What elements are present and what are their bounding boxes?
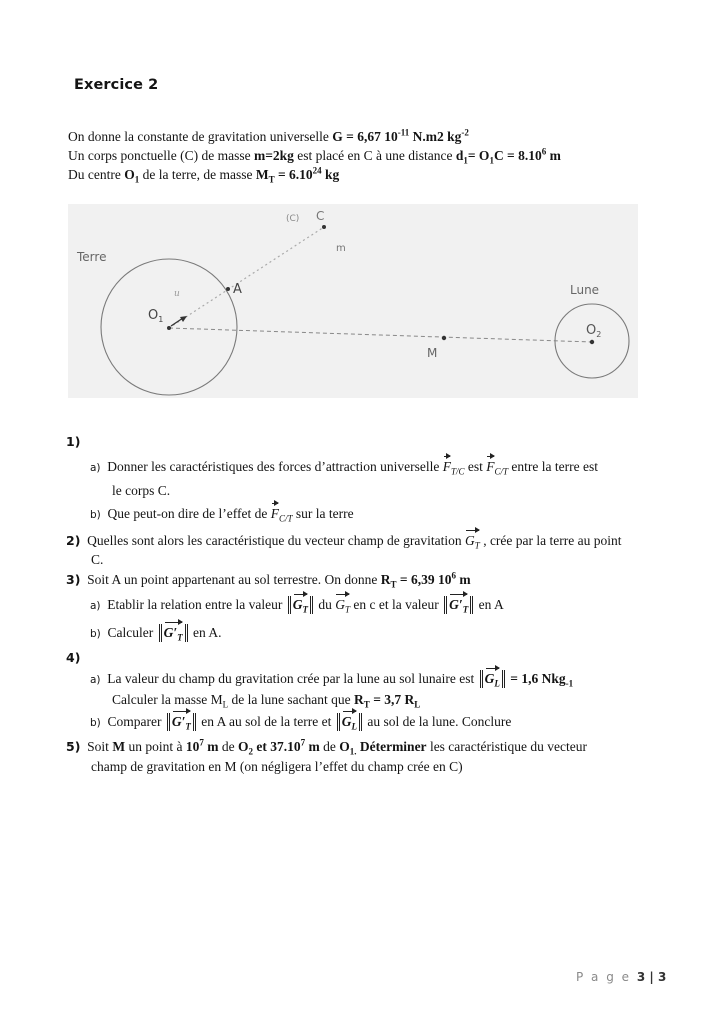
question-2: 2) Quelles sont alors les caractéristique du vecteur champ de gravitation $G_T$ , crée par la terre au point [66,533,622,551]
label-c-paren: (C) [286,214,300,224]
label-o2: $O_2$ [586,323,602,339]
question-4b: b) Comparer $G'_T$ en A au sol de la terre et $G_L$ au sol de la lune. Conclure [90,714,512,732]
question-4-number: 4) [66,650,81,665]
label-lune: Lune [570,283,600,297]
label-u: u [174,289,180,299]
question-4a-continued: Calculer la masse $M_L$ de la lune sachant que $R_T = 3,7$ $R_L$ [112,692,421,710]
o1-c-dotted-line [169,227,324,328]
question-3: 3) Soit A un point appartenant au sol terrestre. On donne $R_T = 6,39$ $10^6$ m [66,570,471,590]
intro-line-3: Du centre $O_1$ de la terre, de masse $M_T = 6.10^{24}$ kg [68,165,340,185]
question-5: 5) Soit M un point à $10^7$ m de $O_2$ et 37.10$^7$ m de $O_{1.}$ Déterminer les caractéristique du vecteur [66,737,587,757]
label-o1: $O_1$ [148,308,164,324]
question-5-continued: champ de gravitation en M (on négligera l’effet du champ crée en C) [91,759,463,774]
question-1-number: 1) [66,434,81,449]
point-m [442,336,446,340]
question-3b: b) Calculer $G'_T$ en A. [90,625,222,643]
label-c: C [316,209,325,223]
label-m: m [336,243,346,254]
page-number: 3 | 3 [636,970,667,984]
point-o2 [590,340,594,344]
axis-dashed-line [169,328,592,342]
label-a: A [233,282,242,297]
question-3a: a) Etablir la relation entre la valeur $G_T$ du $G_T$ en c et la valeur $G'_T$ en A [90,597,504,615]
point-a [226,287,230,291]
question-1a: a) Donner les caractéristiques des forces d’attraction universelle $F_{T/C}$ est $F_{C/T}$ entre la terre est [90,459,598,477]
page-label: P a g e [576,970,632,984]
page-footer [576,970,666,984]
unit-vector-u [171,318,183,326]
question-1b: b) Que peut-on dire de l’effet de $F_{C/T}$ sur la terre [90,506,354,524]
exercise-title: Exercice 2 [74,77,159,93]
question-2-continued: C. [91,552,104,567]
point-c [322,225,326,229]
label-terre: Terre [77,250,107,264]
earth-moon-diagram [68,204,638,398]
point-o1 [167,326,171,330]
question-4a: a) La valeur du champ du gravitation crée par la lune au sol lunaire est $G_L = 1,6$ Nkg$_{-1}$ [90,671,574,689]
intro-line-2: Un corps ponctuelle (C) de masse m=2kg est placé en C à une distance $d_1= O_1C = 8.10^6$ m [68,146,561,166]
intro-line-1: On donne la constante de gravitation universelle G = 6,67 $10^{-11}$ N.m2 $kg^{-2}$ [68,127,469,144]
label-m-point: M [427,346,438,360]
question-1a-continued: le corps C. [112,483,171,498]
